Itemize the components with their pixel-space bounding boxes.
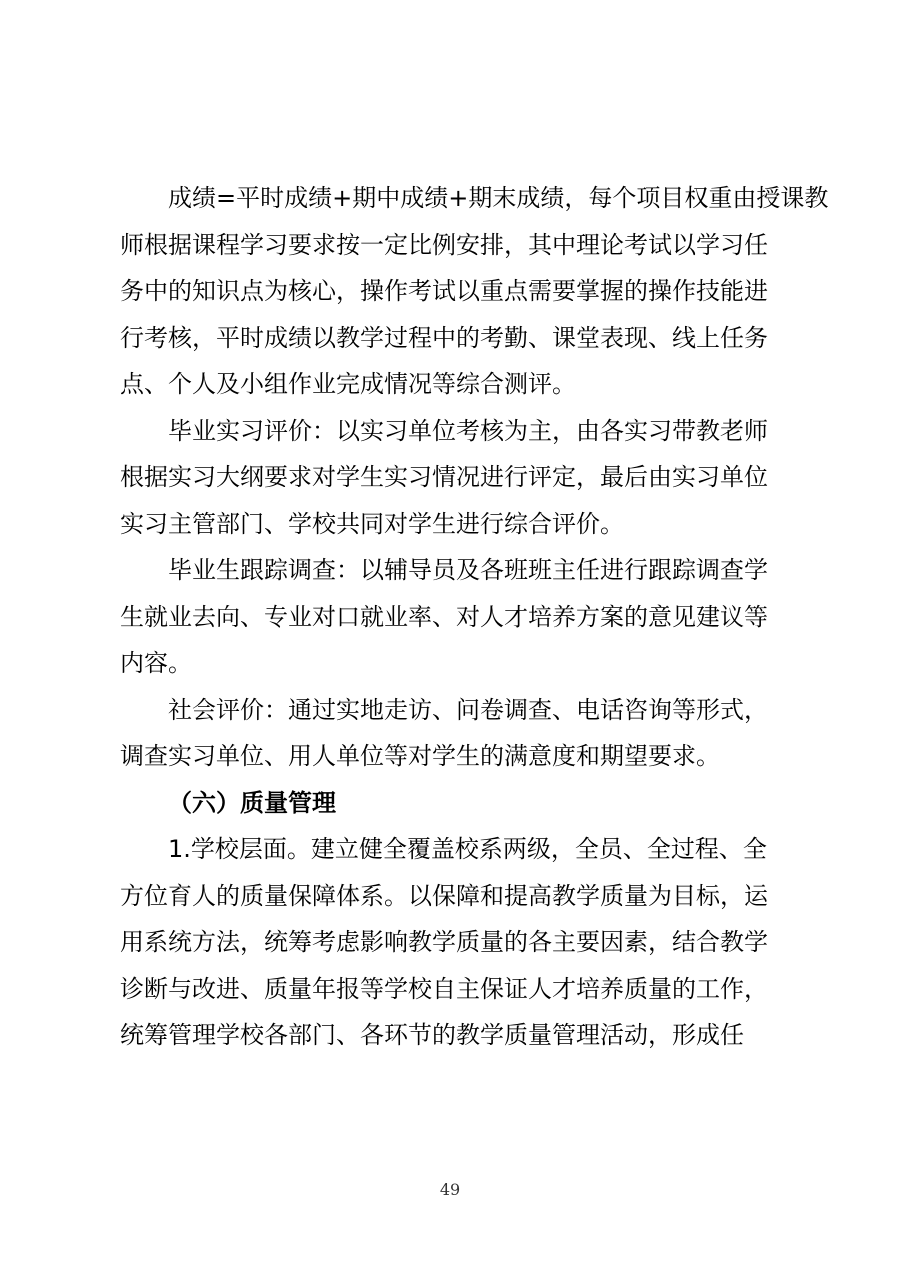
text-line: 内容。 [120, 649, 192, 677]
text-line: 用系统方法，统筹考虑影响教学质量的各主要因素，结合教学 [120, 928, 768, 956]
text-line: 点、个人及小组作业完成情况等综合测评。 [120, 370, 576, 398]
paragraph-social-evaluation [120, 687, 792, 780]
text-line: 师根据课程学习要求按一定比例安排，其中理论考试以学习任 [120, 230, 768, 259]
text-line: 成绩=平时成绩+期中成绩+期末成绩，每个项目权重由授课教 [168, 184, 829, 212]
paragraph-grade-formula [120, 175, 829, 408]
text-line: 社会评价：通过实地走访、问卷调查、电话咨询等形式， [168, 695, 768, 724]
text-line: 统筹管理学校各部门、各环节的教学质量管理活动，形成任 [120, 1021, 744, 1049]
text-line: 毕业生跟踪调查：以辅导员及各班班主任进行跟踪调查学 [168, 556, 768, 584]
paragraph-school-level [120, 826, 792, 1059]
section-heading: （六）质量管理 [168, 788, 336, 817]
section-heading-quality-management [120, 780, 792, 827]
text-line: 诊断与改进、质量年报等学校自主保证人才培养质量的工作， [120, 974, 768, 1003]
paragraph-internship-evaluation [120, 408, 792, 548]
paragraph-graduate-tracking [120, 547, 792, 687]
page-number: 49 [439, 1180, 461, 1199]
text-line: 方位育人的质量保障体系。以保障和提高教学质量为目标，运 [120, 881, 768, 910]
text-line: 行考核，平时成绩以教学过程中的考勤、课堂表现、线上任务 [120, 323, 768, 352]
text-line: 1.学校层面。建立健全覆盖校系两级，全员、全过程、全 [168, 835, 767, 863]
text-line: 务中的知识点为核心，操作考试以重点需要掌握的操作技能进 [120, 277, 768, 305]
page-body [120, 175, 829, 1059]
text-line: 实习主管部门、学校共同对学生进行综合评价。 [120, 509, 624, 538]
text-line: 调查实习单位、用人单位等对学生的满意度和期望要求。 [120, 742, 720, 770]
text-line: 根据实习大纲要求对学生实习情况进行评定，最后由实习单位 [120, 463, 768, 491]
text-line: 毕业实习评价：以实习单位考核为主，由各实习带教老师 [168, 416, 768, 445]
text-line: 生就业去向、专业对口就业率、对人才培养方案的意见建议等 [120, 602, 768, 631]
